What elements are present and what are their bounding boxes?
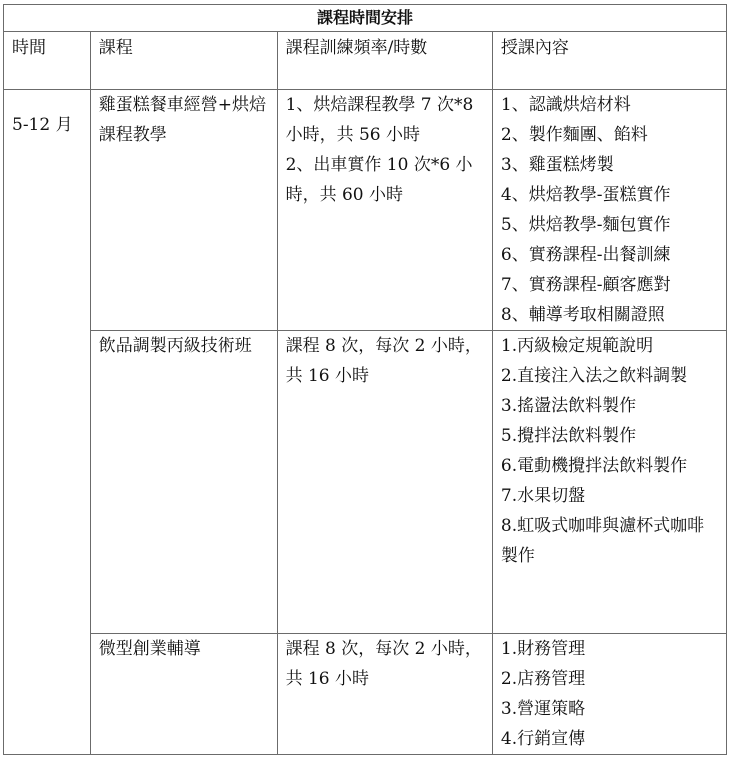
table-row (4, 634, 727, 755)
content-item: 2.店務管理 (500, 669, 586, 689)
frequency-line: 1、烘焙課程教學 7 次*8 小時，共 56 小時 (285, 95, 474, 145)
content-item: 8、輔導考取相關證照 (500, 305, 665, 325)
header-course: 課程 (90, 32, 277, 90)
content-item: 4、烘焙教學-蛋糕實作 (500, 185, 671, 205)
content-item: 3.搖盪法飲料製作 (500, 396, 637, 416)
content-cell (492, 331, 726, 634)
content-item: 7.水果切盤 (500, 486, 586, 506)
content-item: 5.攪拌法飲料製作 (500, 426, 637, 446)
content-item: 6、實務課程-出餐訓練 (500, 245, 671, 265)
content-item: 1.丙級檢定規範說明 (500, 336, 654, 356)
content-item: 7、實務課程-顧客應對 (500, 275, 671, 295)
header-frequency: 課程訓練頻率/時數 (277, 32, 492, 90)
content-item: 4.行銷宣傳 (500, 729, 586, 749)
course-cell: 飲品調製丙級技術班 (90, 331, 277, 634)
table-row (4, 331, 727, 634)
course-schedule-table (3, 4, 727, 755)
title-row (4, 5, 727, 32)
course-cell: 微型創業輔導 (90, 634, 277, 755)
content-item: 3.營運策略 (500, 699, 586, 719)
content-item: 1、認識烘焙材料 (500, 95, 631, 115)
frequency-cell: 課程 8 次，每次 2 小時，共 16 小時 (277, 331, 492, 634)
header-row (4, 32, 727, 90)
time-cell: 5-12 月 (4, 90, 91, 755)
table-title: 課程時間安排 (4, 5, 727, 32)
table-row (4, 90, 727, 331)
frequency-line: 2、出車實作 10 次*6 小時，共 60 小時 (285, 155, 473, 205)
content-item: 2.直接注入法之飲料調製 (500, 366, 688, 386)
content-item: 3、雞蛋糕烤製 (500, 155, 614, 175)
content-item: 6.電動機攪拌法飲料製作 (500, 456, 688, 476)
course-cell: 雞蛋糕餐車經營+烘焙課程教學 (90, 90, 277, 331)
header-time: 時間 (4, 32, 91, 90)
frequency-cell (277, 90, 492, 331)
content-item: 8.虹吸式咖啡與濾杯式咖啡製作 (500, 516, 705, 566)
content-item: 5、烘焙教學-麵包實作 (500, 215, 671, 235)
content-cell (492, 634, 726, 755)
header-content: 授課內容 (492, 32, 726, 90)
content-cell (492, 90, 726, 331)
frequency-cell: 課程 8 次，每次 2 小時，共 16 小時 (277, 634, 492, 755)
content-item: 2、製作麵團、餡料 (500, 125, 648, 145)
content-item: 1.財務管理 (500, 639, 586, 659)
